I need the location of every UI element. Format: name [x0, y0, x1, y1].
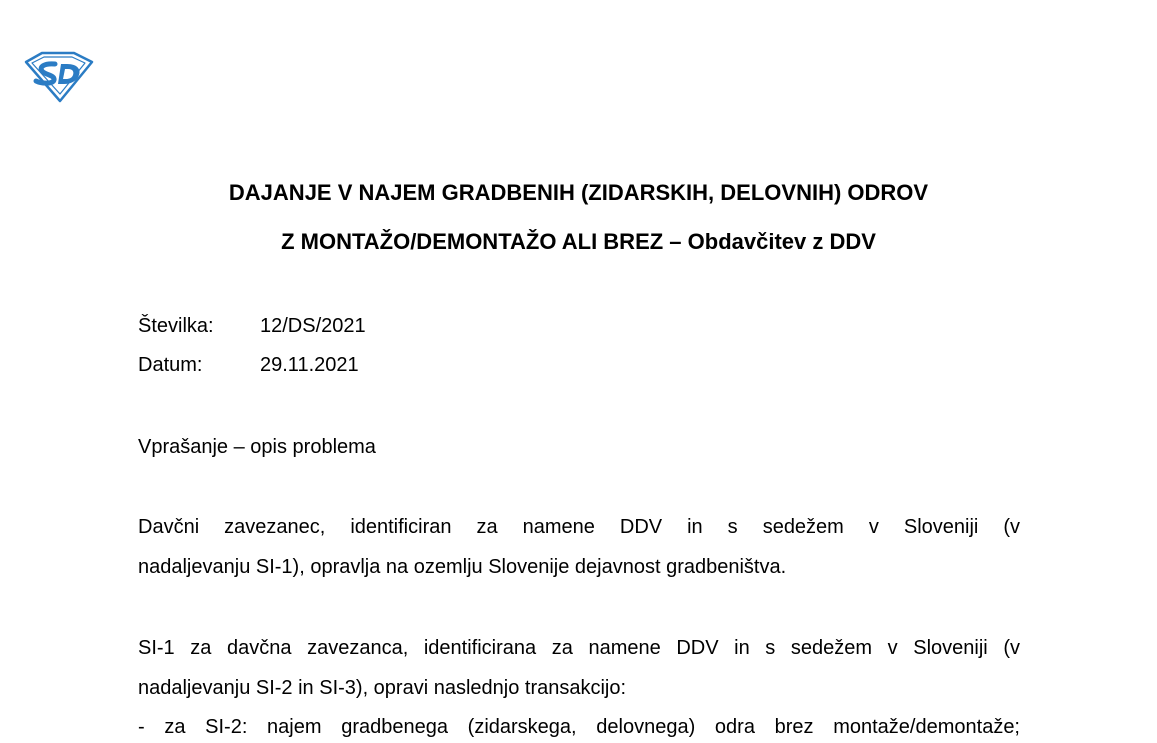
- document-title-line-2: Z MONTAŽO/DEMONTAŽO ALI BREZ – Obdavčitev z DDV: [281, 229, 876, 254]
- paragraph-2-line-1: SI-1 za davčna zavezanca, identificirana za namene DDV in s sedežem v Sloveniji (v: [138, 637, 1020, 659]
- document-number-label: Številka:: [138, 315, 214, 337]
- paragraph-2-line-3: - za SI-2: najem gradbenega (zidarskega, delovnega) odra brez montaže/demontaže;: [138, 716, 1020, 738]
- document-title-line-1: DAJANJE V NAJEM GRADBENIH (ZIDARSKIH, DELOVNIH) ODROV: [228, 180, 929, 205]
- paragraph-1-line-2: nadaljevanju SI-1), opravlja na ozemlju Slovenije dejavnost gradbeništva.: [138, 556, 787, 578]
- document-number-value: 12/DS/2021: [260, 315, 366, 337]
- document-date-row: [138, 353, 359, 377]
- document-number-row: [138, 314, 366, 338]
- shield-logo-icon: [22, 48, 95, 104]
- document-date-value: 29.11.2021: [260, 354, 359, 376]
- question-heading: Vprašanje – opis problema: [138, 436, 376, 458]
- document-date-label: Datum:: [138, 354, 203, 376]
- paragraph-1-line-1: Davčni zavezanec, identificiran za namene DDV in s sedežem v Sloveniji (v: [138, 516, 1020, 538]
- paragraph-2-line-2: nadaljevanju SI-2 in SI-3), opravi naslednjo transakcijo:: [138, 677, 627, 699]
- company-logo: [22, 48, 95, 104]
